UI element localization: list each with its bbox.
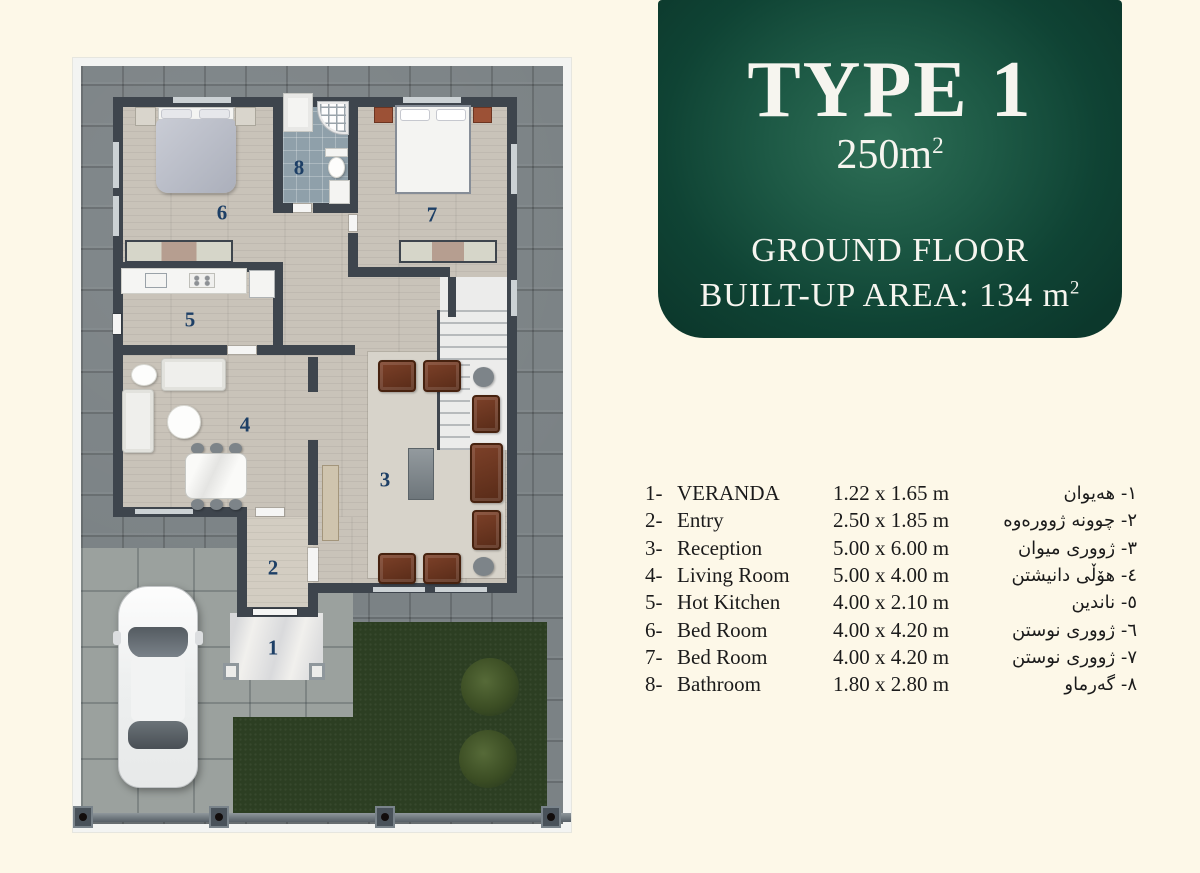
dining-chair xyxy=(191,499,204,510)
legend-kurdish: ٧- ژووری نوستن xyxy=(1012,646,1137,668)
legend-kurdish: ١- هەیوان xyxy=(1063,483,1137,505)
legend-dims: 1.22 x 1.65 m xyxy=(833,481,950,506)
cooktop xyxy=(189,273,215,288)
nightstand xyxy=(235,107,256,126)
room-number-1: 1 xyxy=(267,635,279,660)
door xyxy=(349,215,357,231)
car-rear-window xyxy=(128,721,188,749)
door xyxy=(113,314,121,334)
tree xyxy=(459,730,517,788)
legend-row xyxy=(645,562,1137,589)
car-mirror xyxy=(113,631,121,645)
plot-area-sup: 2 xyxy=(932,132,944,158)
car xyxy=(118,586,198,788)
type-title: TYPE 1 xyxy=(747,46,1033,134)
legend-kurdish: ٢- چوونە ژوورەوە xyxy=(1003,510,1137,532)
fence-post xyxy=(541,806,561,828)
window xyxy=(511,144,517,194)
legend-num: 1- xyxy=(645,481,663,506)
armchair xyxy=(472,395,500,433)
room-number-5: 5 xyxy=(184,307,196,332)
room-number-2: 2 xyxy=(267,555,279,580)
toilet-tank xyxy=(325,148,348,157)
legend-num: 7- xyxy=(645,644,663,669)
room-legend xyxy=(645,480,1137,698)
car-windshield xyxy=(128,627,188,658)
sideboard xyxy=(322,465,339,541)
legend-name: Bed Room xyxy=(677,617,768,642)
room-number-4: 4 xyxy=(239,412,251,437)
legend-dims: 5.00 x 4.00 m xyxy=(833,563,950,588)
plot-area-value: 250m xyxy=(836,132,933,178)
legend-dims: 1.80 x 2.80 m xyxy=(833,672,950,697)
tree xyxy=(461,658,519,716)
door xyxy=(308,548,318,581)
legend-name: Bed Room xyxy=(677,644,768,669)
entry-door xyxy=(253,609,297,615)
door xyxy=(228,346,256,354)
legend-name: Hot Kitchen xyxy=(677,590,781,615)
side-table xyxy=(473,367,494,387)
window xyxy=(511,280,517,316)
wall xyxy=(308,440,318,545)
legend-dims: 5.00 x 6.00 m xyxy=(833,535,950,560)
pillar xyxy=(309,663,325,680)
kitchen-counter xyxy=(121,268,247,294)
legend-dims: 4.00 x 4.20 m xyxy=(833,644,950,669)
legend-name: Reception xyxy=(677,535,763,560)
window xyxy=(113,196,119,236)
dining-table xyxy=(185,453,247,499)
legend-kurdish: ٦- ژووری نوستن xyxy=(1012,619,1137,641)
room-number-6: 6 xyxy=(216,200,228,225)
washbasin xyxy=(283,93,313,132)
dresser xyxy=(399,240,497,263)
legend-num: 5- xyxy=(645,590,663,615)
window xyxy=(403,97,461,103)
nightstand xyxy=(135,107,156,126)
armchair xyxy=(423,553,461,584)
bed xyxy=(156,119,236,193)
wall xyxy=(448,277,456,317)
legend-name: Living Room xyxy=(677,563,790,588)
window xyxy=(373,587,425,592)
fence-post xyxy=(375,806,395,828)
wall xyxy=(348,267,450,277)
legend-kurdish: ٤- هۆڵی دانیشتن xyxy=(1011,565,1137,587)
legend-name: VERANDA xyxy=(677,481,780,506)
nightstand xyxy=(374,107,393,123)
legend-row xyxy=(645,480,1137,507)
wall xyxy=(308,357,318,392)
dresser xyxy=(125,240,233,263)
window xyxy=(173,97,231,103)
armchair xyxy=(378,553,416,584)
legend-row xyxy=(645,644,1137,671)
fridge xyxy=(249,270,275,298)
legend-num: 6- xyxy=(645,617,663,642)
wall xyxy=(237,507,247,617)
nightstand xyxy=(473,107,492,123)
stair-treads xyxy=(440,310,507,360)
car-roof xyxy=(131,657,185,721)
legend-dims: 4.00 x 4.20 m xyxy=(833,617,950,642)
pillow xyxy=(199,109,230,119)
legend-num: 3- xyxy=(645,535,663,560)
floor-label: GROUND FLOOR xyxy=(751,232,1029,269)
fence xyxy=(73,813,571,822)
car-mirror xyxy=(195,631,203,645)
side-table xyxy=(473,557,494,576)
bath-cabinet xyxy=(329,180,350,204)
legend-row xyxy=(645,535,1137,562)
pillar xyxy=(223,663,239,680)
pillow xyxy=(436,109,466,121)
wall xyxy=(257,345,355,355)
lawn xyxy=(353,622,547,718)
toilet xyxy=(328,157,345,178)
legend-dims: 4.00 x 2.10 m xyxy=(833,590,950,615)
sofa xyxy=(122,389,154,453)
builtup-area-label xyxy=(658,277,1122,314)
pillow xyxy=(161,109,192,119)
coffee-table xyxy=(167,405,201,439)
window xyxy=(113,142,119,188)
builtup-area-sup: 2 xyxy=(1070,278,1081,300)
coffee-table xyxy=(408,448,434,500)
legend-num: 8- xyxy=(645,672,663,697)
legend-name: Bathroom xyxy=(677,672,761,697)
dining-chair xyxy=(229,499,242,510)
legend-row xyxy=(645,671,1137,698)
fence-post xyxy=(73,806,93,828)
fence-post xyxy=(209,806,229,828)
wall xyxy=(113,345,227,355)
legend-kurdish: ٣- ژووری میوان xyxy=(1017,537,1137,559)
pillow xyxy=(400,109,430,121)
legend-row xyxy=(645,589,1137,616)
dining-chair xyxy=(210,499,223,510)
type-panel xyxy=(658,0,1122,338)
legend-row xyxy=(645,507,1137,534)
legend-kurdish: ٥- ناندین xyxy=(1071,592,1137,614)
room-number-3: 3 xyxy=(379,467,391,492)
kitchen-sink xyxy=(145,273,167,288)
legend-row xyxy=(645,616,1137,643)
room-number-8: 8 xyxy=(293,155,305,180)
door xyxy=(293,204,311,212)
legend-kurdish: ٨- گەرماو xyxy=(1064,674,1137,696)
plot-area xyxy=(658,134,1122,176)
door xyxy=(256,508,284,516)
wall xyxy=(273,203,293,213)
sofa xyxy=(470,443,503,503)
side-table xyxy=(131,364,157,386)
armchair xyxy=(423,360,461,392)
window xyxy=(135,509,193,514)
armchair xyxy=(378,360,416,392)
legend-num: 4- xyxy=(645,563,663,588)
legend-num: 2- xyxy=(645,508,663,533)
legend-name: Entry xyxy=(677,508,724,533)
room-number-7: 7 xyxy=(426,202,438,227)
armchair xyxy=(472,510,501,550)
legend-dims: 2.50 x 1.85 m xyxy=(833,508,950,533)
floor-plan-image xyxy=(73,58,571,832)
window xyxy=(435,587,487,592)
builtup-area-value: BUILT-UP AREA: 134 m xyxy=(699,277,1071,315)
wall xyxy=(273,107,283,213)
sofa xyxy=(161,358,226,391)
